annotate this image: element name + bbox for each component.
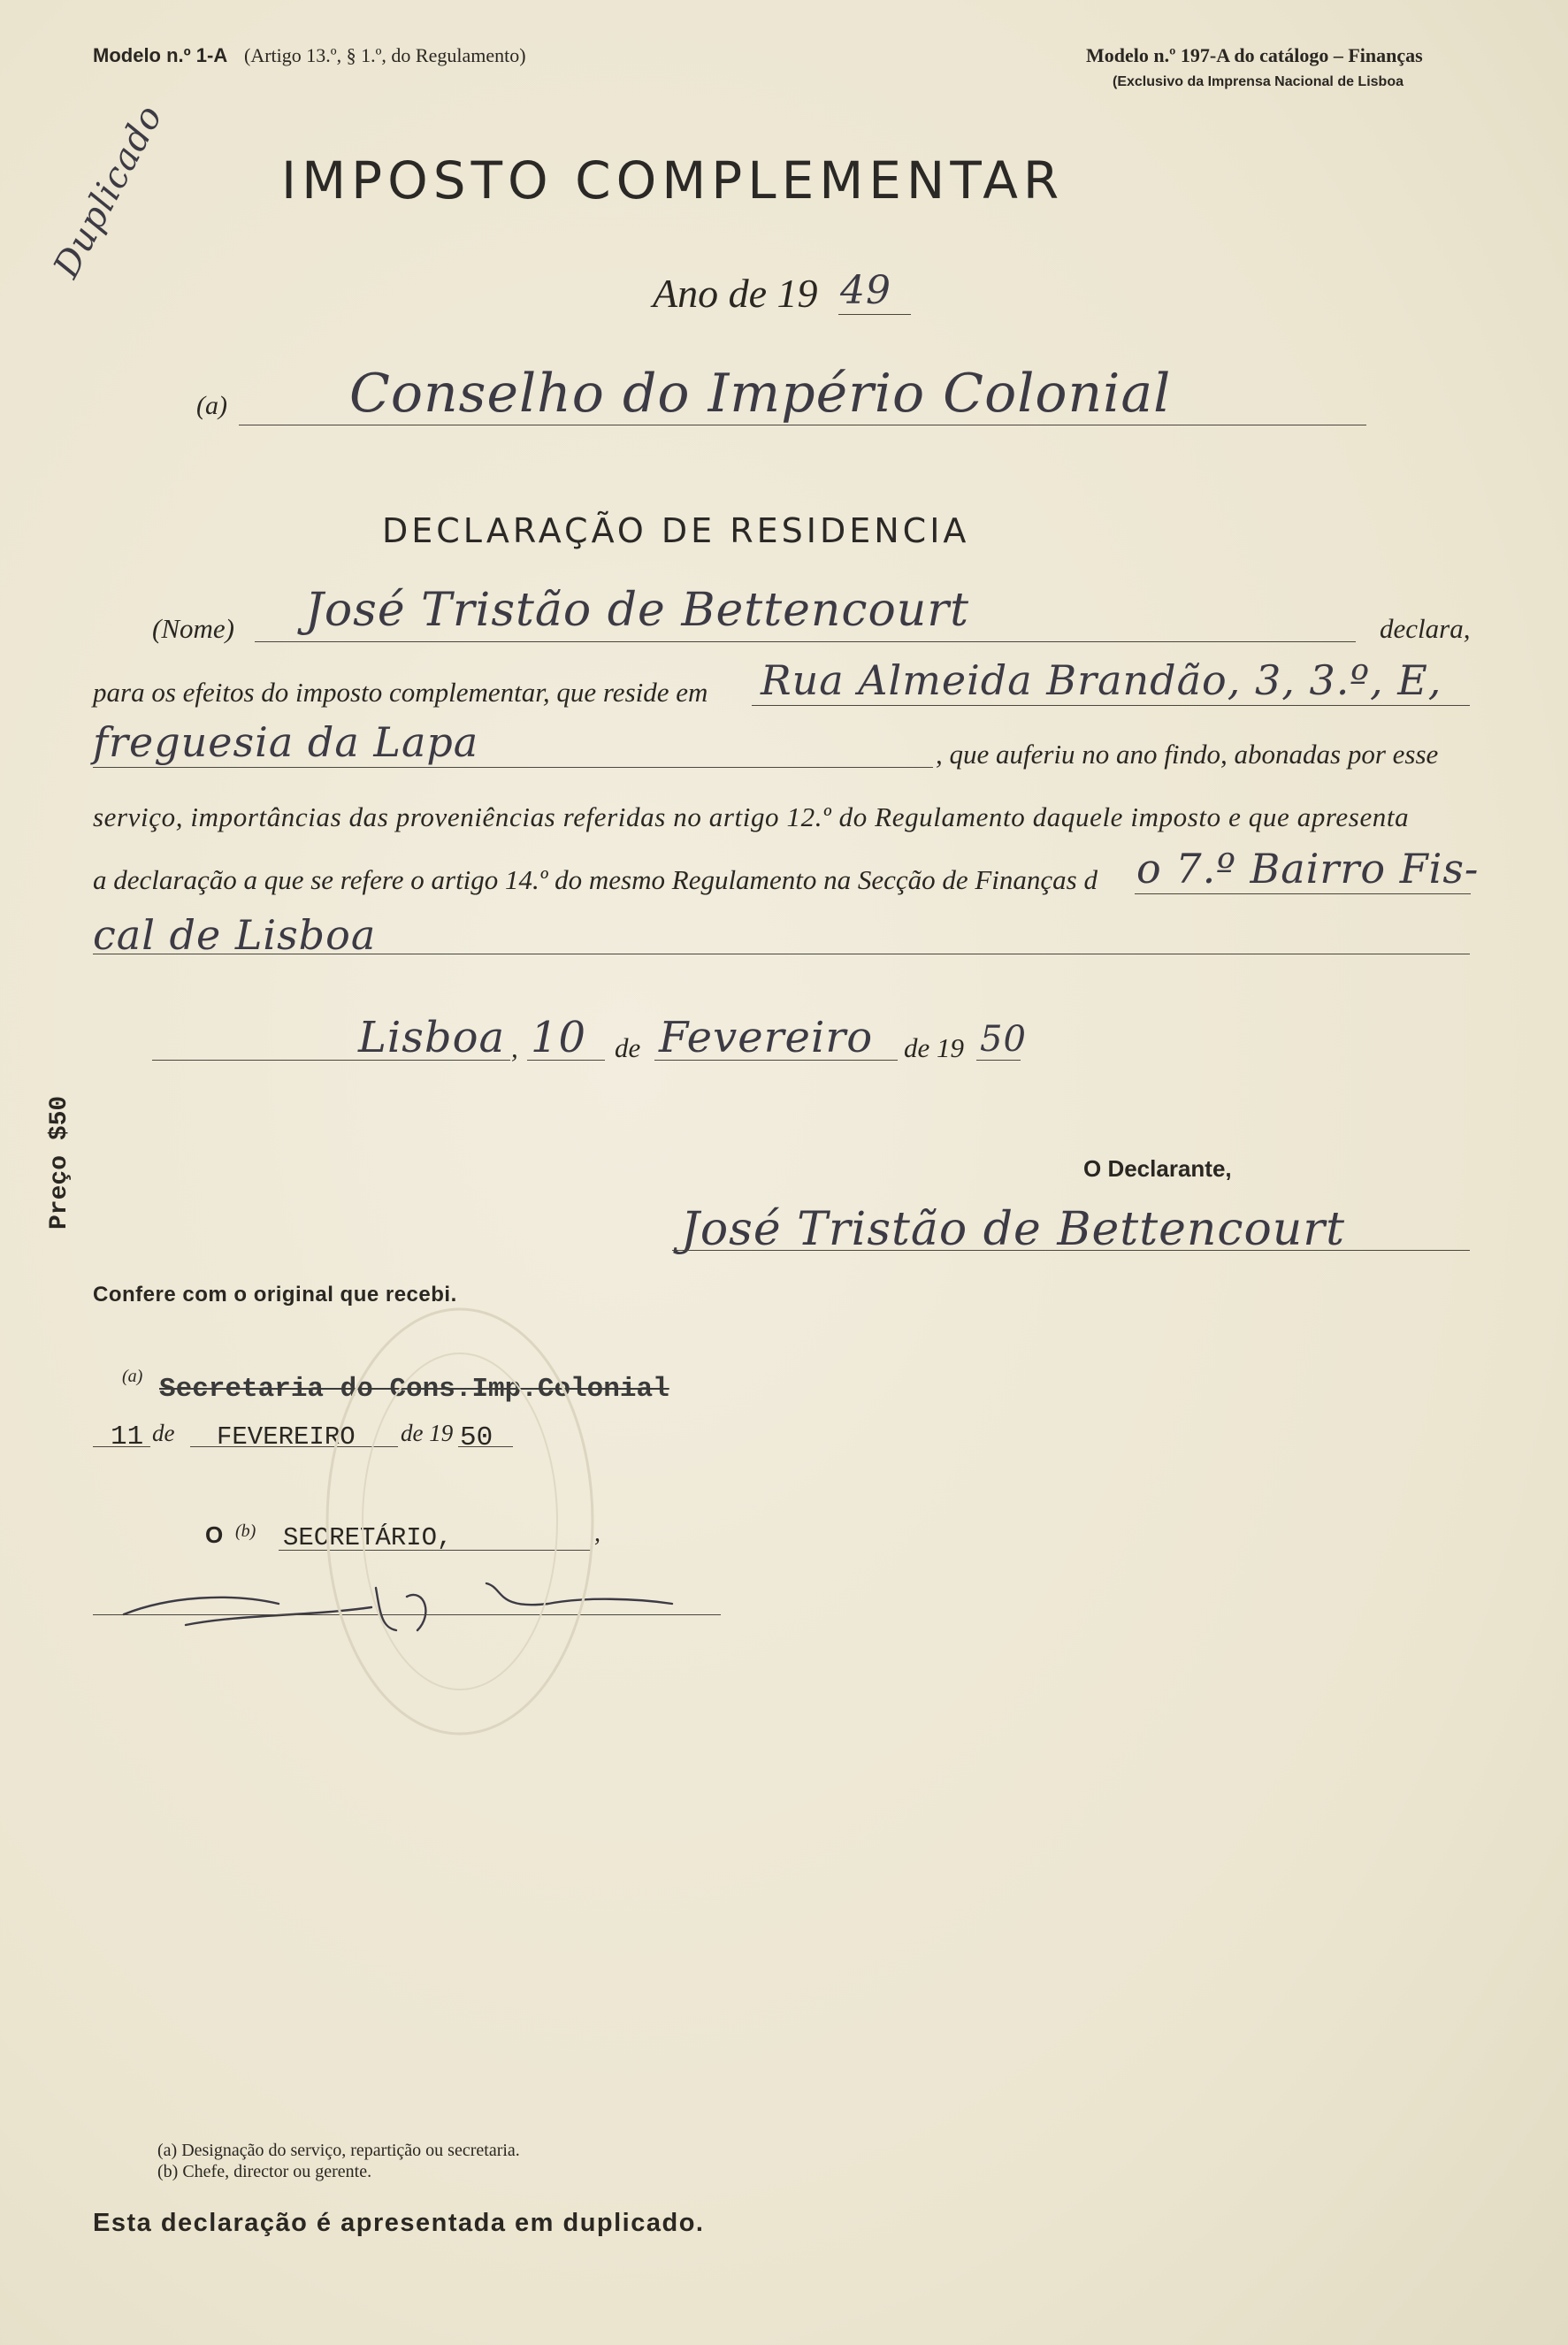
name-value: José Tristão de Bettencourt [305,584,970,637]
year-underline [838,314,911,315]
confirm-day-underline [93,1446,150,1447]
secretario-role: SECRETÁRIO, [283,1523,453,1552]
proveniencias-text: serviço, importâncias das proveniências referidas no artigo 12.º do Regulamento daquele imposto e que apresenta [93,801,1410,832]
price-label: Preço $50 [46,1095,73,1230]
date-month-underline [654,1060,898,1061]
role-comma: , [594,1520,600,1547]
name-underline [255,641,1356,642]
confirm-de-2: de 19 [401,1420,454,1446]
header-right-ref: (Exclusivo da Imprensa Nacional de Lisboa [1113,74,1404,89]
confirm-year: 50 [460,1422,493,1453]
date-place-underline [152,1060,510,1061]
subtitle: DECLARAÇÃO DE RESIDENCIA [382,511,970,550]
date-place: Lisboa [358,1013,506,1062]
section-underline-1 [1135,893,1471,894]
date-de-1: de [615,1032,641,1063]
auferiu-text: , que auferiu no ano findo, abonadas por esse [936,739,1439,770]
year-value: 49 [840,268,891,313]
address-value: Rua Almeida Brandão, 3, 3.º, E, [761,656,1442,704]
confirm-de-1: de [152,1420,175,1446]
header-right-model: Modelo n.º 197-A do catálogo – Finanças [1086,44,1423,66]
confirm-month: FEVEREIRO [217,1422,356,1452]
date-de-2: de 19 [904,1032,965,1063]
parish-underline [93,767,933,768]
service-value: Conselho do Império Colonial [349,363,1172,425]
service-stamp: Secretaria do Cons.Imp.Colonial [159,1374,669,1405]
date-day: 10 [531,1013,587,1062]
declarante-underline [672,1250,1470,1251]
reside-text: para os efeitos do imposto complementar, que reside em [93,677,708,708]
confere-label: Confere com o original que recebi. [93,1283,457,1307]
service-marker: (a) [196,391,227,420]
seccao-text: a declaração a que se refere o artigo 14.º do mesmo Regulamento na Secção de Finanças d [93,864,1098,895]
footer-note: Esta declaração é apresentada em duplicado. [93,2209,705,2237]
declarante-label: O Declarante, [1083,1155,1232,1182]
footnote-b: (b) Chefe, director ou gerente. [157,2162,372,2181]
footnote-a: (a) Designação do serviço, repartição ou secretaria. [157,2141,520,2160]
confirm-marker-b: (b) [235,1521,256,1541]
declara-text: declara, [1380,613,1471,644]
header-left-ref: (Artigo 13.º, § 1.º, do Regulamento) [244,44,526,66]
section-value-2: cal de Lisboa [93,911,377,959]
page-title: IMPOSTO COMPLEMENTAR [281,150,1065,211]
confirm-o-label: O [205,1521,224,1548]
name-label: (Nome) [152,613,234,644]
date-day-underline [527,1060,605,1061]
address-underline [752,705,1470,706]
document-page: Modelo n.º 1-A (Artigo 13.º, § 1.º, do Regulamento) Modelo n.º 197-A do catálogo – Finanças (Exclusivo da Imprensa Nacional de Lisboa IMPOSTO COMPLEMENTAR Duplicado Ano de 19 49 (a) Conselho do Império Colonial DECLARAÇÃO DE RESIDENCIA (Nome) José Tristão de Bettencourt declara, para os efeitos do imposto complementar, que reside em Rua Almeida Brandão, 3, 3.º, E, freguesia da Lapa , que auferiu no ano findo, abonadas por esse serviço, importâncias das proveniências referidas no artigo 12.º do Regulamento daquele imposto e que apresenta a declaração a que se refere o artigo 14.º do mesmo Regulamento na Secção de Finanças d o 7.º Bairro Fis- cal de Lisboa Lisboa , 10 de Fevereiro de 19 50 O Declarante, José Tristão de Bettencourt Preço $50 Confere com o original que recebi. (a) Secretaria do Cons.Imp.Colonial 11 de FEVEREIRO de 19 50 O (b) SECRETÁRIO, , (a) Designação do serviço, repartição ou secretaria. (b) Chefe, director ou gerente. Esta declaração é apresentada em duplicado. [0,0,1568,2345]
parish-value: freguesia da Lapa [93,718,479,766]
date-year-underline [976,1060,1021,1061]
confirm-marker-a: (a) [122,1367,143,1386]
margin-note-duplicado: Duplicado [46,98,172,285]
embossed-seal [292,1168,663,1751]
declarante-signature: José Tristão de Bettencourt [681,1203,1346,1256]
header-left-model: Modelo n.º 1-A [93,44,228,66]
date-month: Fevereiro [659,1013,874,1062]
confirm-day: 11 [111,1422,144,1452]
year-label: Ano de 19 [653,271,818,316]
section-value-1: o 7.º Bairro Fis- [1136,845,1480,893]
date-year: 50 [980,1019,1027,1060]
